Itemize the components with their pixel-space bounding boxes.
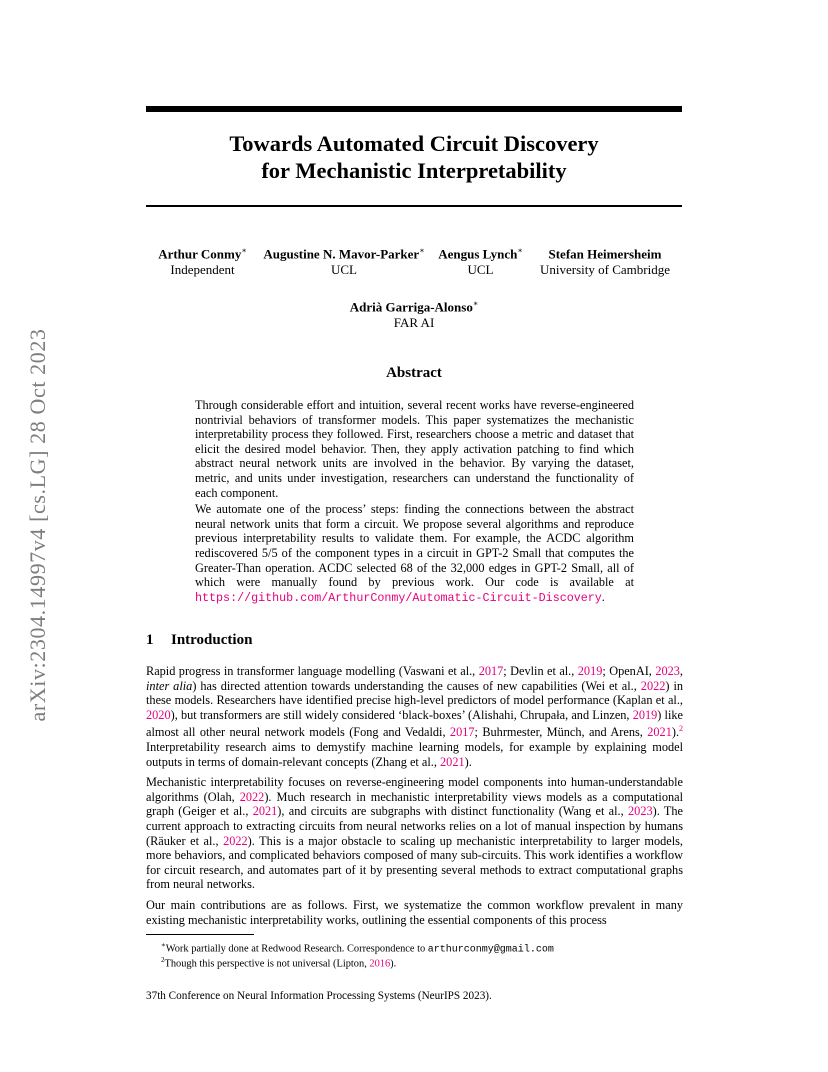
italic-text: inter alia <box>146 678 193 693</box>
author-block <box>434 243 527 278</box>
author-block <box>330 296 498 331</box>
text: Mechanistic interpretability focuses on reverse-engineering model components into human-understandable algorithms (Olah, <box>146 775 683 804</box>
citation-link[interactable]: 2019 <box>577 664 603 678</box>
abstract-heading: Abstract <box>386 365 442 381</box>
footnote-text: Though this perspective is not universal (Lipton, <box>164 958 370 970</box>
text: ), but transformers are still widely considered ‘black-boxes’ (Alishahi, Chrupała, and Linzen, <box>170 707 633 722</box>
citation-link[interactable]: 2017 <box>478 664 504 678</box>
author-name: Aengus Lynch <box>438 246 518 262</box>
author-affiliation: UCL <box>331 262 357 278</box>
footnote-marker: ∗ <box>161 941 166 949</box>
text: ) in these models. Researchers have identified precise high-level predictors of model performance (Kaplan et al., <box>146 678 684 708</box>
body-text <box>146 664 683 933</box>
author-name: Arthur Conmy <box>158 246 242 262</box>
text: ; Devlin et al., <box>503 664 578 678</box>
footnote-marker: 2 <box>161 956 165 964</box>
paragraph: Our main contributions are as follows. First, we systematize the common workflow prevalent in many existing mechanistic interpretability works, outlining the essential components of this process <box>146 898 683 927</box>
footnote-text: Work partially done at Redwood Research. Correspondence to <box>165 943 428 955</box>
citation-link[interactable]: 2022 <box>640 678 666 693</box>
code-link[interactable]: https://github.com/ArthurConmy/Automatic-Circuit-Discovery <box>195 590 602 605</box>
title-top-rule <box>146 106 682 112</box>
paper-title-line1: Towards Automated Circuit Discovery <box>229 131 599 156</box>
paper-title-line2: for Mechanistic Interpretability <box>261 158 567 183</box>
citation-link[interactable]: 2022 <box>239 789 265 804</box>
author-block <box>150 243 255 278</box>
author-affiliation: UCL <box>467 262 494 278</box>
text: ). This is a major obstacle to scaling up mechanistic interpretability to larger models, more behaviors, and complicated behaviors composed of many sub-circuits. This work identifies a workflow for circuit research, and automates part of it by presenting several methods to extract computational graphs from neural networks. <box>146 833 683 892</box>
author-block <box>532 243 678 278</box>
citation-link[interactable]: 2020 <box>146 707 171 722</box>
text: Interpretability research aims to demystify machine learning models, for example by explaining model outputs in terms of domain-relevant concepts (Zhang et al., <box>146 740 683 769</box>
citation-link[interactable]: 2017 <box>449 725 475 740</box>
abstract-paragraph: Through considerable effort and intuition, several recent works have reverse-engineered nontrivial behaviors of transformer models. This paper systematizes the mechanistic interpretability process they followed. First, researchers choose a metric and dataset that elicit the desired model behavior. Then, they apply activation patching to find which abstract neural network units are involved in the behavior. By varying the dataset, metric, and units under investigation, researchers can understand the functionality of each component. <box>195 398 634 500</box>
text: ) has directed attention towards understanding the causes of new capabilities (Wei et al., <box>192 678 641 693</box>
footnote <box>146 954 683 970</box>
text: , <box>679 664 683 678</box>
abstract-period: . <box>601 589 605 604</box>
text: ). Much research in mechanistic interpretability views models as a computational graph (Geiger et al., <box>146 789 683 819</box>
paragraph <box>146 775 683 892</box>
text: ; OpenAI, <box>602 664 656 678</box>
author-name: Augustine N. Mavor-Parker <box>263 246 420 262</box>
conference-note: 37th Conference on Neural Information Processing Systems (NeurIPS 2023). <box>146 990 492 1002</box>
author-mark: ∗ <box>241 246 247 255</box>
footnote-rule <box>146 934 254 935</box>
paragraph <box>146 664 683 769</box>
text: ). <box>671 725 680 740</box>
text: ), and circuits are subgraphs with distinct functionality (Wang et al., <box>277 804 629 819</box>
arxiv-stamp-text: arXiv:2304.14997v4 [cs.LG] 28 Oct 2023 <box>25 328 50 722</box>
author-affiliation: Independent <box>170 262 235 278</box>
author-affiliation: University of Cambridge <box>540 262 670 278</box>
author-affiliation: FAR AI <box>393 315 435 331</box>
text: ) like almost all other neural network models (Fong and Vedaldi, <box>146 707 684 740</box>
abstract-paragraph <box>195 502 634 605</box>
text: ). The current approach to extracting circuits from neural networks relies on a lot of manual inspection by humans (Räuker et al., <box>146 804 683 848</box>
author-name: Adrià Garriga-Alonso <box>349 299 473 315</box>
citation-link[interactable]: 2021 <box>440 754 465 769</box>
citation-link[interactable]: 2023 <box>628 804 653 819</box>
title-bottom-rule <box>146 205 682 207</box>
section-heading <box>146 632 252 649</box>
author-mark: ∗ <box>472 299 479 308</box>
section-title: Introduction <box>171 632 253 648</box>
text: ). <box>464 754 472 769</box>
author-name: Stefan Heimersheim <box>548 246 662 262</box>
footnote-email: arthurconmy@gmail.com <box>427 944 554 956</box>
author-mark: ∗ <box>419 246 425 255</box>
citation-link[interactable]: 2019 <box>632 707 658 722</box>
footnote-mark[interactable]: 2 <box>679 724 684 734</box>
footnote-end: ). <box>390 958 397 970</box>
abstract <box>195 398 634 607</box>
author-mark: ∗ <box>517 246 523 255</box>
citation-link[interactable]: 2021 <box>252 804 278 819</box>
arxiv-stamp <box>12 290 64 760</box>
abstract-text: We automate one of the process’ steps: finding the connections between the abstract neural network units that form a circuit. We propose several algorithms and reproduce previous interpretability results to validate them. For example, the ACDC algorithm rediscovered 5/5 of the component types in a circuit in GPT-2 Small that computes the Greater-Than operation. ACDC selected 68 of the 32,000 edges in GPT-2 Small, all of which were manually found by previous work. Our code is available at <box>195 502 634 590</box>
section-number: 1 <box>146 632 154 648</box>
citation-link[interactable]: 2022 <box>223 833 248 848</box>
paper-title <box>146 130 682 184</box>
author-block <box>258 243 430 278</box>
citation-link[interactable]: 2016 <box>369 958 391 970</box>
text: ; Buhrmester, Münch, and Arens, <box>474 725 648 740</box>
citation-link[interactable]: 2023 <box>655 664 680 678</box>
citation-link[interactable]: 2021 <box>647 725 672 740</box>
text: Rapid progress in transformer language modelling (Vaswani et al., <box>146 664 479 678</box>
